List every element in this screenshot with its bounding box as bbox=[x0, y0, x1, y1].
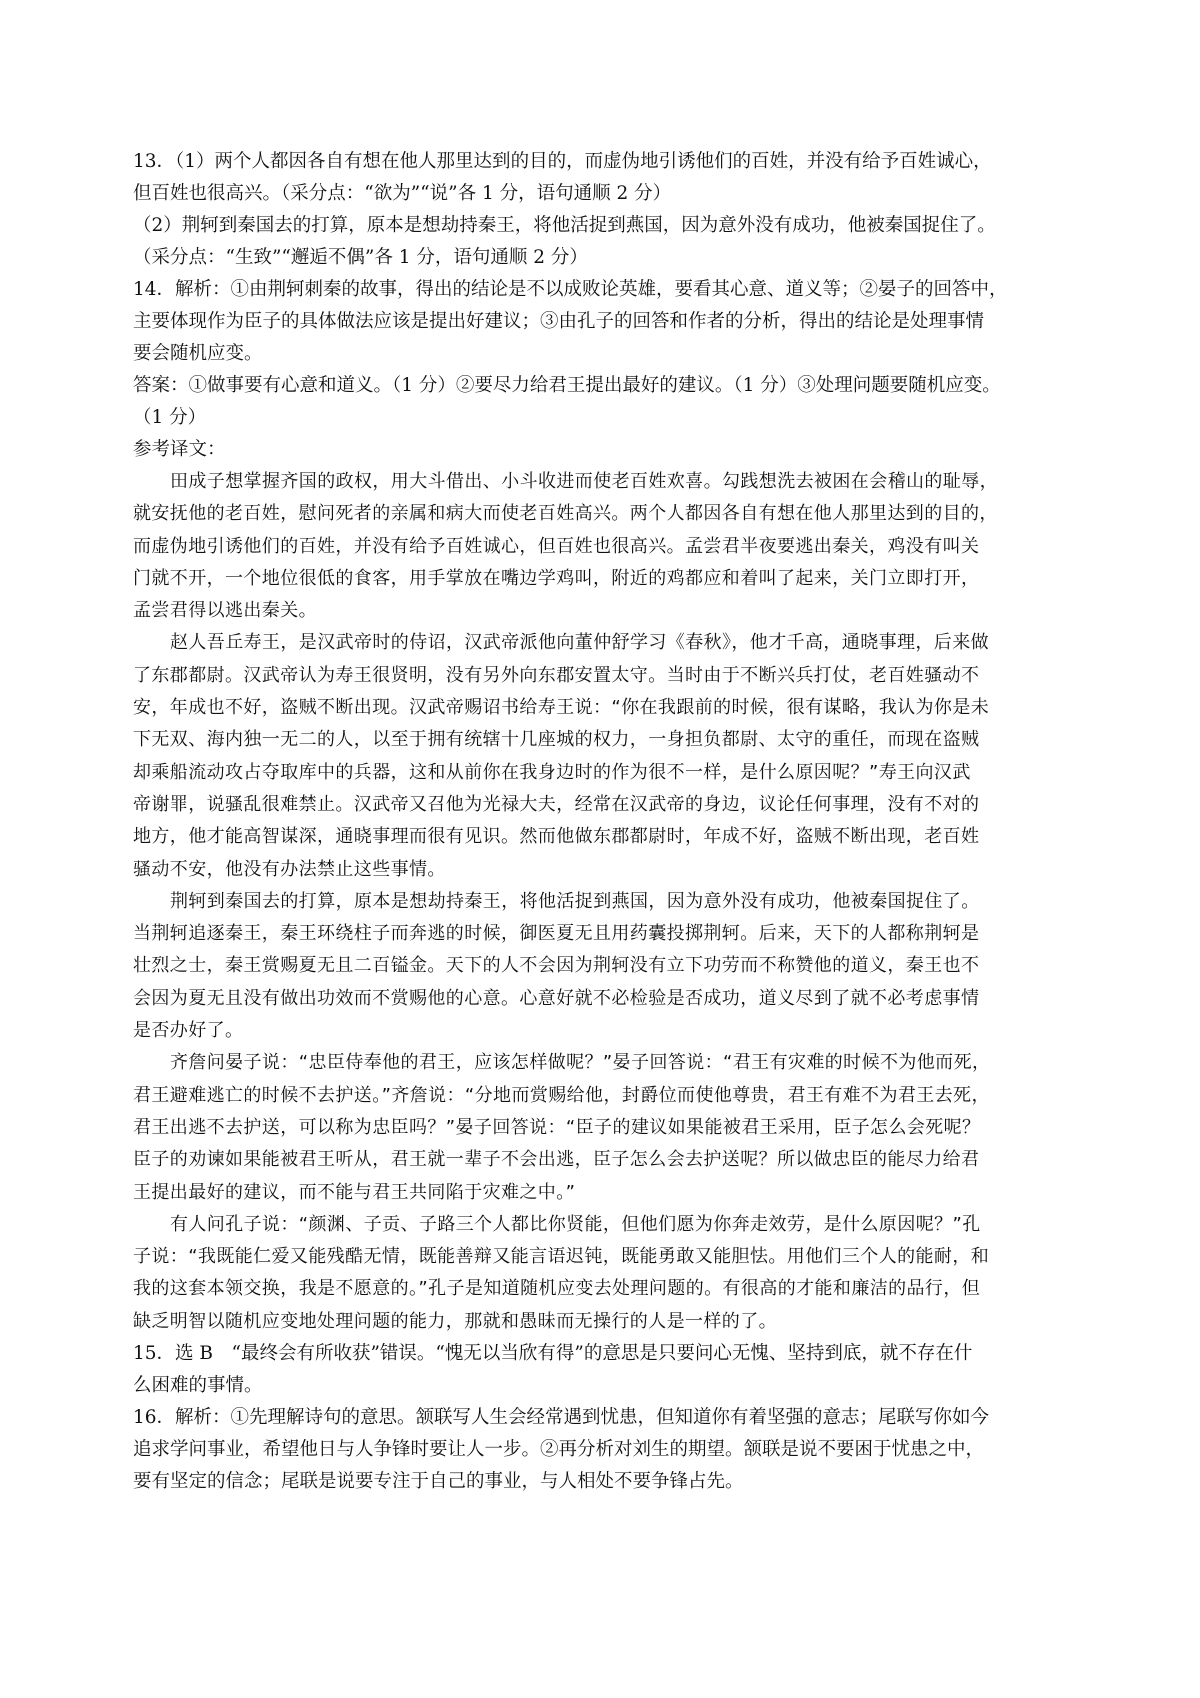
translation-line: 臣子的劝谏如果能被君王听从，君王就一辈子不会出逃，臣子怎么会去护送呢？所以做忠臣的能尽力给君 bbox=[133, 1149, 980, 1171]
translation-line: 地方，他才能高智谋深，通晓事理而很有见识。然而他做东郡都尉时，年成不好，盗贼不断出现，老百姓 bbox=[133, 826, 980, 848]
q16-line-1: 16．解析：①先理解诗句的意思。颔联写人生会经常遇到忧患，但知道你有着坚强的意志；尾联写你如今 bbox=[133, 1407, 990, 1429]
q14-line-1: 14．解析：①由荆轲刺秦的故事，得出的结论是不以成败论英雄，要看其心意、道义等；②晏子的回答中， bbox=[133, 279, 1008, 300]
translation-line: 有人问孔子说：“颜渊、子贡、子路三个人都比你贤能，但他们愿为你奔走效劳，是什么原因呢？”孔 bbox=[170, 1213, 981, 1235]
question-13-block bbox=[133, 146, 1091, 274]
translation-line: 当荆轲追逐秦王，秦王环绕柱子而奔逃的时候，御医夏无且用药囊投掷荆轲。后来，天下的人都称荆轲是 bbox=[133, 923, 980, 945]
translation-line: 子说：“我既能仁爱又能残酷无情，既能善辩又能言语迟钝，既能勇敢又能胆怯。用他们三个人的能耐，和 bbox=[133, 1246, 990, 1268]
q14-line-2: 主要体现作为臣子的具体做法应该是提出好建议；③由孔子的回答和作者的分析，得出的结论是处理事情 bbox=[133, 311, 985, 332]
reference-translation bbox=[133, 466, 1091, 1338]
q16-line-2: 追求学问事业，希望他日与人争锋时要让人一步。②再分析对刘生的期望。颔联是说不要困于忧患之中， bbox=[133, 1439, 985, 1461]
question-14-block bbox=[133, 274, 1091, 466]
q15-line-2: 么困难的事情。 bbox=[133, 1375, 263, 1397]
translation-line: 壮烈之士，秦王赏赐夏无且二百镒金。天下的人不会因为荆轲没有立下功劳而不称赞他的道义，秦王也不 bbox=[133, 955, 980, 977]
translation-paragraph-1 bbox=[133, 466, 1091, 627]
translation-paragraph-4 bbox=[133, 1047, 1091, 1208]
translation-line: 是否办好了。 bbox=[133, 1020, 244, 1042]
q14-line-3: 要会随机应变。 bbox=[133, 343, 263, 364]
q14-answer-line-2: （1 分） bbox=[133, 407, 207, 428]
translation-line: 齐詹问晏子说：“忠臣侍奉他的君王，应该怎样做呢？”晏子回答说：“君王有灾难的时候不为他而死， bbox=[170, 1052, 991, 1074]
translation-line: 王提出最好的建议，而不能与君王共同陷于灾难之中。” bbox=[133, 1181, 576, 1203]
question-15-block bbox=[133, 1338, 1091, 1402]
translation-line: 了东郡都尉。汉武帝认为寿王很贤明，没有另外向东郡安置太守。当时由于不断兴兵打仗，老百姓骚动不 bbox=[133, 664, 980, 686]
q13-line-2: 但百姓也很高兴。（采分点：“欲为”“说”各 1 分，语句通顺 2 分） bbox=[133, 183, 672, 204]
translation-line: 而虚伪地引诱他们的百姓，并没有给予百姓诚心，但百姓也很高兴。孟尝君半夜要逃出秦关，鸡没有叫关 bbox=[133, 535, 980, 557]
translation-line: 田成子想掌握齐国的政权，用大斗借出、小斗收进而使老百姓欢喜。勾践想洗去被困在会稽山的耻辱， bbox=[170, 471, 998, 492]
answer-document bbox=[133, 146, 1091, 1498]
translation-heading: 参考译文： bbox=[133, 439, 226, 460]
translation-paragraph-3 bbox=[133, 886, 1091, 1047]
translation-line: 缺乏明智以随机应变地处理问题的能力，那就和愚昧而无操行的人是一样的了。 bbox=[133, 1310, 777, 1332]
translation-line: 会因为夏无且没有做出功效而不赏赐他的心意。心意好就不必检验是否成功，道义尽到了就不必考虑事情 bbox=[133, 987, 980, 1009]
q15-line-1: 15．选 B “最终会有所收获”错误。“愧无以当欣有得”的意思是只要问心无愧、坚持到底，就不存在什 bbox=[133, 1343, 973, 1365]
translation-paragraph-5 bbox=[133, 1209, 1091, 1338]
translation-line: 下无双、海内独一无二的人，以至于拥有统辖十几座城的权力，一身担负都尉、太守的重任，而现在盗贼 bbox=[133, 729, 980, 751]
q16-line-3: 要有坚定的信念；尾联是说要专注于自己的事业，与人相处不要争锋占先。 bbox=[133, 1471, 744, 1493]
translation-line: 骚动不安，他没有办法禁止这些事情。 bbox=[133, 858, 446, 880]
translation-line: 君王出逃不去护送，可以称为忠臣吗？”晏子回答说：“臣子的建议如果能被君王采用，臣子怎么会死呢？ bbox=[133, 1116, 981, 1138]
translation-line: 就安抚他的老百姓，慰问死者的亲属和病大而使老百姓高兴。两个人都因各自有想在他人那里达到的目的， bbox=[133, 503, 998, 525]
q13-line-1: 13．（1）两个人都因各自有想在他人那里达到的目的，而虚伪地引诱他们的百姓，并没有给予百姓诚心， bbox=[133, 151, 992, 172]
translation-line: 却乘船流动攻占夺取库中的兵器，这和从前你在我身边时的作为很不一样，是什么原因呢？”寿王向汉武 bbox=[133, 761, 971, 783]
translation-line: 赵人吾丘寿王，是汉武帝时的侍诏，汉武帝派他向董仲舒学习《春秋》，他才千高，通晓事理，后来做 bbox=[170, 632, 989, 654]
question-16-block bbox=[133, 1402, 1091, 1498]
q13-line-4: （采分点：“生致”“邂逅不偶”各 1 分，语句通顺 2 分） bbox=[133, 247, 588, 268]
translation-line: 门就不开，一个地位很低的食客，用手掌放在嘴边学鸡叫，附近的鸡都应和着叫了起来，关门立即打开， bbox=[133, 567, 980, 589]
translation-line: 荆轲到秦国去的打算，原本是想劫持秦王，将他活捉到燕国，因为意外没有成功，他被秦国捉住了。 bbox=[170, 890, 980, 912]
translation-line: 我的这套本领交换，我是不愿意的。”孔子是知道随机应变去处理问题的。有很高的才能和廉洁的品行，但 bbox=[133, 1278, 981, 1300]
translation-line: 君王避难逃亡的时候不去护送。”齐詹说：“分地而赏赐给他，封爵位而使他尊贵，君王有难不为君王去死， bbox=[133, 1084, 990, 1106]
translation-line: 帝谢罪，说骚乱很难禁止。汉武帝又召他为光禄大夫，经常在汉武帝的身边，议论任何事理，没有不对的 bbox=[133, 793, 980, 815]
translation-line: 孟尝君得以逃出秦关。 bbox=[133, 600, 317, 622]
translation-line: 安，年成也不好，盗贼不断出现。汉武帝赐诏书给寿王说：“你在我跟前的时候，很有谋略，我认为你是未 bbox=[133, 697, 990, 719]
q14-answer-line-1: 答案：①做事要有心意和道义。（1 分）②要尽力给君王提出最好的建议。（1 分）③处理问题要随机应变。 bbox=[133, 375, 1001, 396]
q13-line-3: （2）荆轲到秦国去的打算，原本是想劫持秦王，将他活捉到燕国，因为意外没有成功，他被秦国捉住了。 bbox=[133, 215, 996, 236]
translation-paragraph-2 bbox=[133, 627, 1091, 885]
